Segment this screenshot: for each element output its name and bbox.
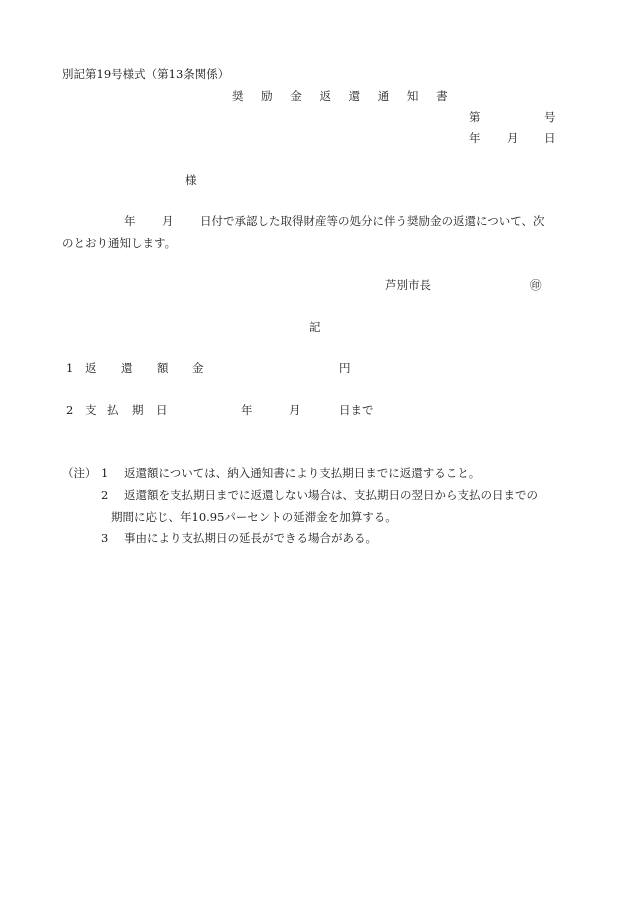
date-year: 年 [469,131,481,145]
item-2-day-until: 日まで [339,403,374,417]
recipient-honorific: 様 [185,173,197,187]
item-2-label-char-3: 期 [132,403,144,417]
note-1-text: 返還額については、納入通知書により支払期日までに返還すること。 [124,466,481,480]
body-line-1: 日付で承認した取得財産等の処分に伴う奨励金の返還について、次 [200,214,545,228]
body-date-year: 年 [124,214,136,228]
form-label: 別記第19号様式（第13条関係） [62,67,230,81]
document-title: 奨 励 金 返 還 通 知 書 [232,89,455,103]
item-2-label-char-4: 日 [156,403,168,417]
body-line-2: のとおり通知します。 [62,236,177,250]
note-1-number: 1 [101,466,109,480]
item-2-month: 月 [289,403,301,417]
body-date-month: 月 [162,214,174,228]
item-1-label-char-1: 返 [85,361,97,375]
item-1-number: 1 [66,361,74,375]
notes-prefix: （注） [62,466,97,480]
note-2-number: 2 [101,488,109,502]
ki-heading: 記 [309,320,321,334]
item-1-label-char-4: 金 [192,361,204,375]
item-2-number: 2 [66,403,74,417]
item-1-label-char-2: 還 [121,361,133,375]
item-1-label-char-3: 額 [157,361,169,375]
reference-dai: 第 [469,110,481,124]
note-3-text: 事由により支払期日の延長ができる場合がある。 [124,531,377,545]
reference-go: 号 [544,110,556,124]
item-2-year: 年 [241,403,253,417]
note-2-text-line-1: 返還額を支払期日までに返還しない場合は、支払期日の翌日から支払の日までの [124,488,538,502]
item-1-unit: 円 [339,361,351,375]
note-2-text-line-2: 期間に応じ、年10.95パーセントの延滞金を加算する。 [111,510,397,524]
note-3-number: 3 [101,531,109,545]
date-month: 月 [507,131,519,145]
item-2-label-char-1: 支 [85,403,97,417]
date-day: 日 [544,131,556,145]
seal-mark: ㊞ [530,278,542,292]
item-2-label-char-2: 払 [107,403,119,417]
issuer-name: 芦別市長 [385,278,431,292]
